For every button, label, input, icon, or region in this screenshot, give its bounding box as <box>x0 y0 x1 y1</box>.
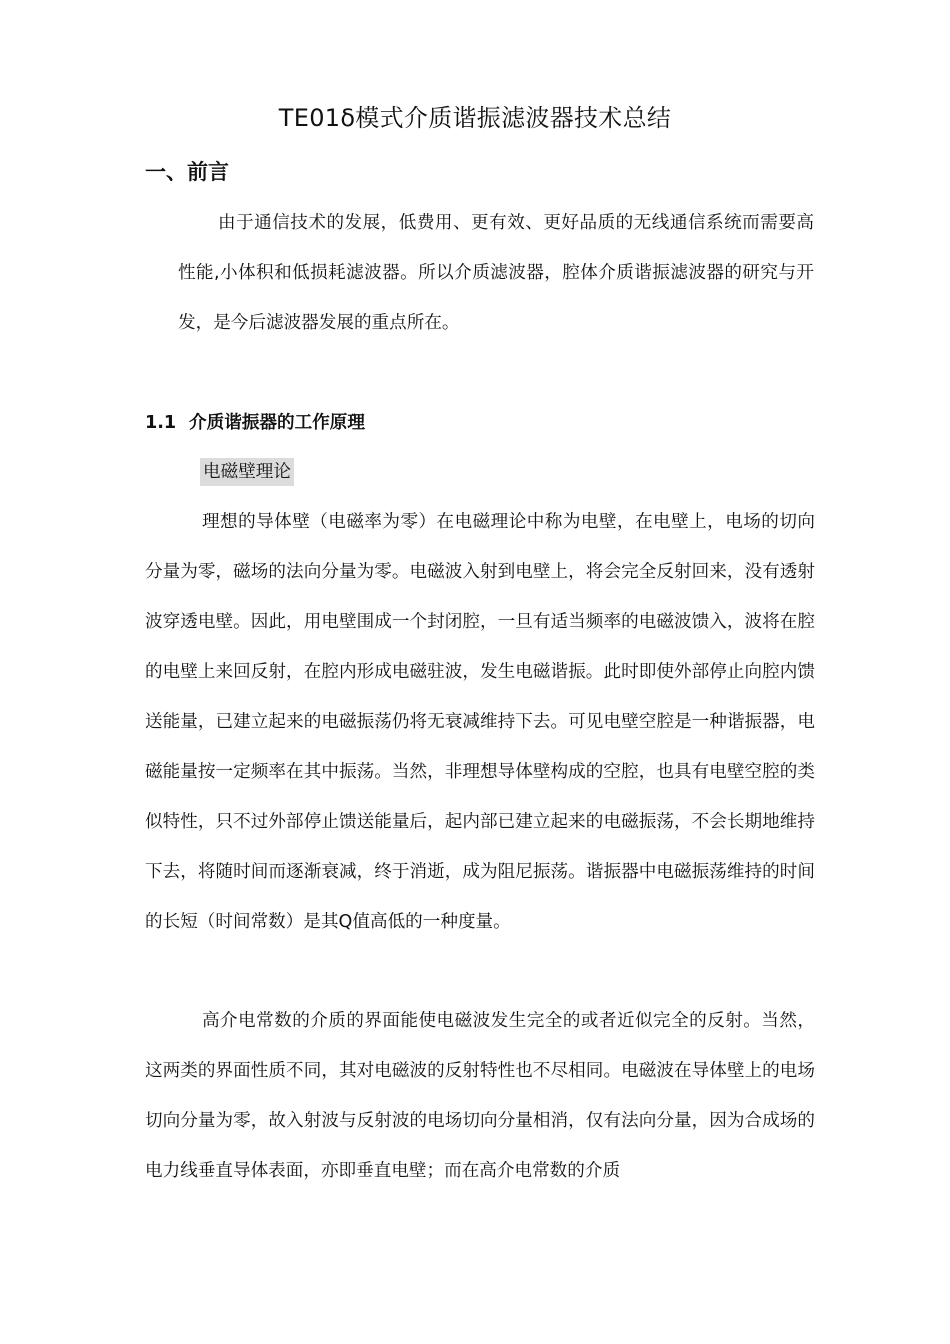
body-paragraph-electric-wall: 理想的导体壁（电磁率为零）在电磁理论中称为电壁，在电壁上，电场的切向分量为零，磁场的法向分量为零。电磁波入射到电壁上，将会完全反射回来，没有透射波穿透电壁。因此，用电壁围成一个封闭腔，一旦有适当频率的电磁波馈入，波将在腔的电壁上来回反射，在腔内形成电磁驻波，发生电磁谐振。此时即使外部停止向腔内馈送能量，已建立起来的电磁振荡仍将无衰减维持下去。可见电壁空腔是一种谐振器，电磁能量按一定频率在其中振荡。当然，非理想导体壁构成的空腔，也具有电壁空腔的类似特性，只不过外部停止馈送能量后，起内部已建立起来的电磁振荡，不会长期地维持下去，将随时间而逐渐衰减，终于消逝，成为阻尼振荡。谐振器中电磁振荡维持的时间的长短（时间常数）是其Q值高低的一种度量。 <box>145 512 815 932</box>
document-title: TE01δ模式介质谐振滤波器技术总结 <box>278 104 672 132</box>
section-heading-preface: 一、前言 <box>145 160 229 184</box>
subsection-title: 介质谐振器的工作原理 <box>189 413 365 433</box>
subsection-number: 1.1 <box>145 413 177 433</box>
highlighted-label-electric-wall-theory: 电磁壁理论 <box>200 458 294 486</box>
body-paragraph-dielectric-interface: 高介电常数的介质的界面能使电磁波发生完全的或者近似完全的反射。当然，这两类的界面性质不同，其对电磁波的反射特性也不尽相同。电磁波在导体壁上的电场切向分量为零，故入射波与反射波的电场切向分量相消，仅有法向分量，因为合成场的电力线垂直导体表面，亦即垂直电壁；而在高介电常数的介质 <box>145 1011 815 1181</box>
intro-paragraph: 由于通信技术的发展，低费用、更有效、更好品质的无线通信系统而需要高性能,小体积和低损耗滤波器。所以介质滤波器，腔体介质谐振滤波器的研究与开发，是今后滤波器发展的重点所在。 <box>178 213 814 333</box>
subsection-heading-1-1 <box>145 408 365 438</box>
